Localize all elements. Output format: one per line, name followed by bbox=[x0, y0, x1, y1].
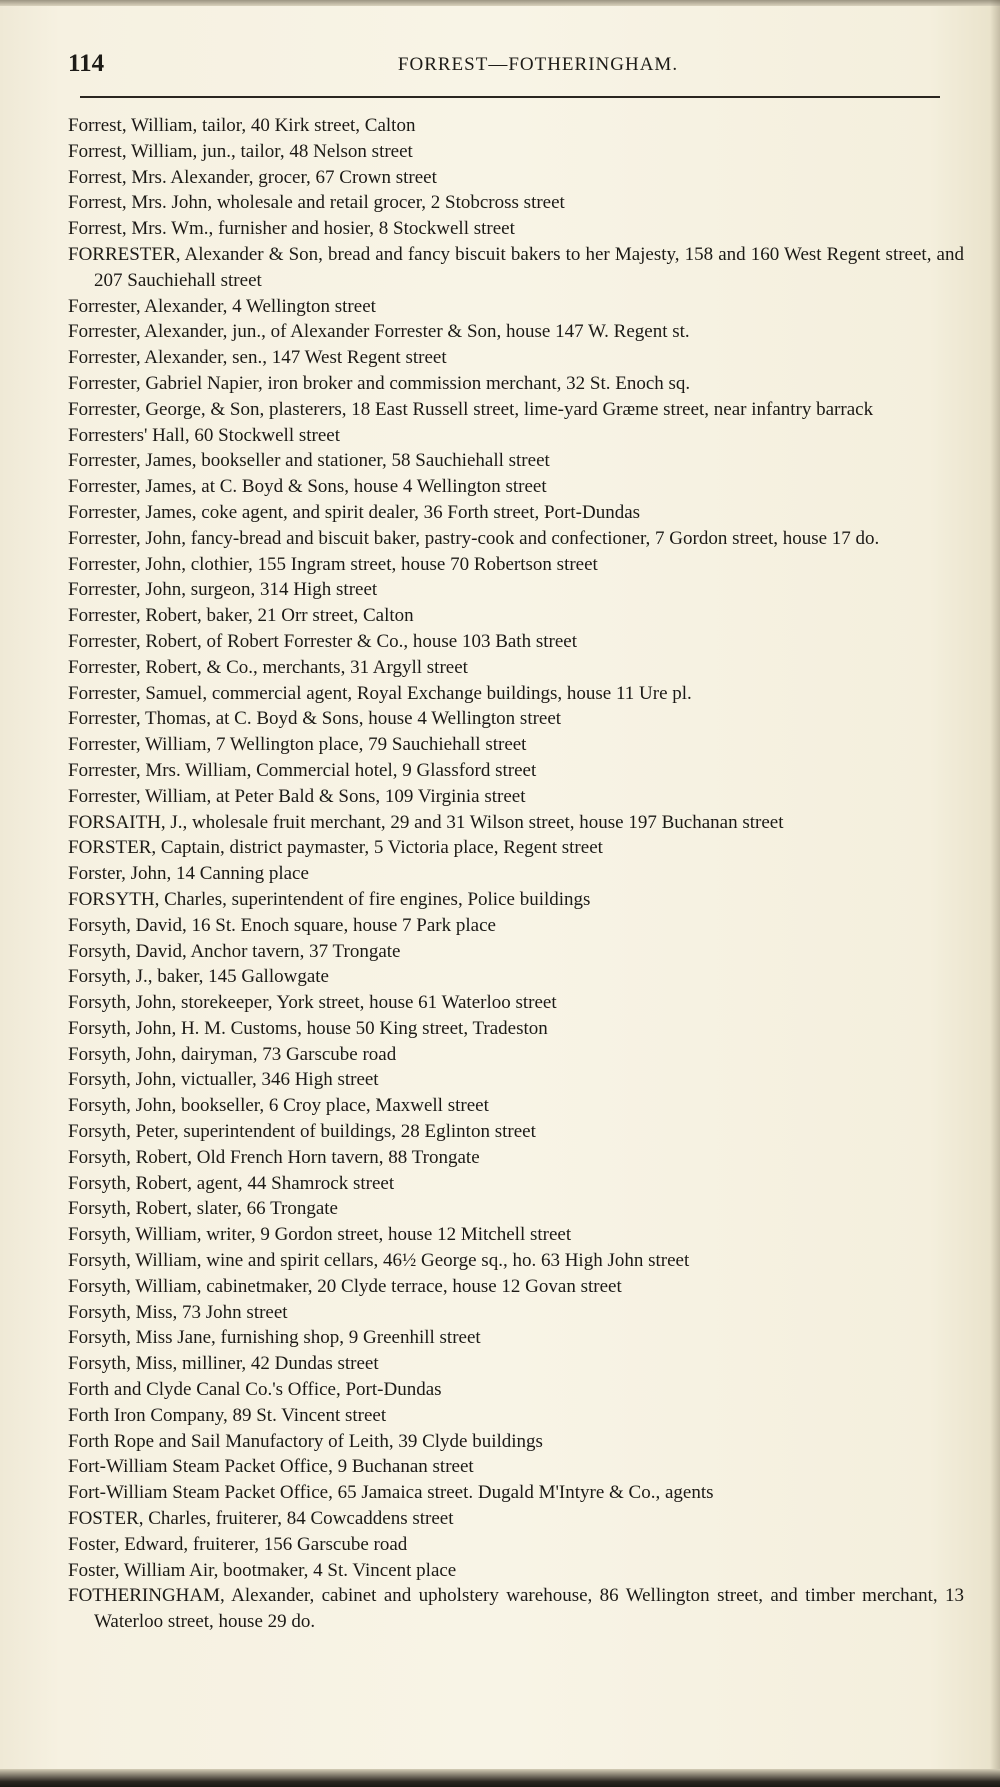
directory-entry: Forth Rope and Sail Manufactory of Leith, 39 Clyde buildings bbox=[68, 1430, 543, 1452]
directory-entry: Forresters' Hall, 60 Stockwell street bbox=[68, 424, 341, 446]
page-number: 114 bbox=[68, 50, 105, 77]
directory-entry: Forrester, George, & Son, plasterers, 18 East Russell street, lime-yard Græme street, near infantry barrack bbox=[68, 398, 874, 420]
directory-entry: Forrester, John, clothier, 155 Ingram street, house 70 Robertson street bbox=[68, 553, 598, 575]
directory-entry: Forrester, Gabriel Napier, iron broker and commission merchant, 32 St. Enoch sq. bbox=[68, 372, 691, 394]
directory-entry: Forrest, Mrs. Alexander, grocer, 67 Crown street bbox=[68, 166, 437, 188]
directory-entry: Forsyth, Robert, agent, 44 Shamrock street bbox=[68, 1172, 395, 1194]
directory-entry: Forrester, John, surgeon, 314 High street bbox=[68, 579, 378, 601]
directory-entry: Forrest, Mrs. Wm., furnisher and hosier, 8 Stockwell street bbox=[68, 218, 515, 240]
directory-entry: Forrester, Alexander, sen., 147 West Regent street bbox=[68, 347, 447, 369]
directory-entry: Forsyth, John, dairyman, 73 Garscube road bbox=[68, 1043, 397, 1065]
directory-entry: Forsyth, Robert, Old French Horn tavern, 88 Trongate bbox=[68, 1146, 480, 1168]
directory-entry: Forth Iron Company, 89 St. Vincent street bbox=[68, 1404, 387, 1426]
directory-entry: Forsyth, John, H. M. Customs, house 50 King street, Tradeston bbox=[68, 1017, 548, 1039]
directory-entry: Forsyth, Robert, slater, 66 Trongate bbox=[68, 1198, 338, 1220]
directory-entry: Forsyth, John, victualler, 346 High street bbox=[68, 1069, 379, 1091]
directory-entry: FORSAITH, J., wholesale fruit merchant, 29 and 31 Wilson street, house 197 Buchanan street bbox=[68, 811, 784, 833]
page-top-edge bbox=[0, 0, 1000, 6]
directory-entry: Forrest, Mrs. John, wholesale and retail grocer, 2 Stobcross street bbox=[68, 192, 565, 214]
directory-entry: FOTHERINGHAM, Alexander, cabinet and upholstery warehouse, 86 Wellington street, and timber merchant, 13 Waterloo street, house 29 do. bbox=[68, 1585, 964, 1633]
directory-entry: Forsyth, Peter, superintendent of buildings, 28 Eglinton street bbox=[68, 1121, 536, 1143]
directory-entry: FORRESTER, Alexander & Son, bread and fancy biscuit bakers to her Majesty, 158 and 160 West Regent street, and 207 Sauchiehall street bbox=[68, 243, 964, 291]
directory-entry: Foster, William Air, bootmaker, 4 St. Vincent place bbox=[68, 1559, 457, 1581]
directory-entry: FORSTER, Captain, district paymaster, 5 Victoria place, Regent street bbox=[68, 837, 603, 859]
directory-entry: Forth and Clyde Canal Co.'s Office, Port-Dundas bbox=[68, 1379, 442, 1401]
directory-entry: Forsyth, William, wine and spirit cellars, 46½ George sq., ho. 63 High John street bbox=[68, 1250, 690, 1272]
directory-entry: Forrester, Mrs. William, Commercial hotel, 9 Glassford street bbox=[68, 759, 537, 781]
page-header bbox=[68, 48, 958, 86]
directory-entry: Forrester, James, bookseller and stationer, 58 Sauchiehall street bbox=[68, 450, 550, 472]
page-gutter-shadow bbox=[990, 0, 1000, 1787]
directory-entry: Fort-William Steam Packet Office, 9 Buchanan street bbox=[68, 1456, 474, 1478]
directory-entry: Forrest, William, tailor, 40 Kirk street, Calton bbox=[68, 115, 416, 136]
page-bottom-edge bbox=[0, 1769, 1000, 1787]
directory-entry: Forsyth, J., baker, 145 Gallowgate bbox=[68, 966, 329, 988]
header-rule bbox=[80, 96, 940, 98]
directory-entry: Forsyth, John, storekeeper, York street, house 61 Waterloo street bbox=[68, 992, 557, 1014]
directory-entry: Forsyth, David, Anchor tavern, 37 Trongate bbox=[68, 940, 401, 962]
directory-entry: Forsyth, Miss, 73 John street bbox=[68, 1301, 288, 1323]
directory-entry: Forrester, William, 7 Wellington place, 79 Sauchiehall street bbox=[68, 734, 527, 756]
directory-entry: Forrest, William, jun., tailor, 48 Nelson street bbox=[68, 140, 413, 162]
directory-entry: Forrester, William, at Peter Bald & Sons, 109 Virginia street bbox=[68, 785, 526, 807]
directory-entry: Forrester, James, at C. Boyd & Sons, house 4 Wellington street bbox=[68, 476, 547, 498]
directory-entry: FORSYTH, Charles, superintendent of fire engines, Police buildings bbox=[68, 888, 591, 910]
directory-entry: Forrester, Alexander, jun., of Alexander Forrester & Son, house 147 W. Regent st. bbox=[68, 321, 690, 343]
directory-entry: Forsyth, Miss, milliner, 42 Dundas street bbox=[68, 1353, 379, 1375]
directory-entry: Foster, Edward, fruiterer, 156 Garscube road bbox=[68, 1533, 408, 1555]
directory-entry: Forrester, James, coke agent, and spirit dealer, 36 Forth street, Port-Dundas bbox=[68, 501, 641, 523]
directory-entry: Forrester, Alexander, 4 Wellington street bbox=[68, 295, 376, 317]
running-head: FORREST—FOTHERINGHAM. bbox=[397, 54, 679, 75]
directory-entry: Forsyth, Miss Jane, furnishing shop, 9 Greenhill street bbox=[68, 1327, 481, 1349]
directory-entries bbox=[68, 113, 964, 1635]
directory-entry: Forrester, Samuel, commercial agent, Royal Exchange buildings, house 11 Ure pl. bbox=[68, 682, 692, 704]
directory-entry: Fort-William Steam Packet Office, 65 Jamaica street. Dugald M'Intyre & Co., agents bbox=[68, 1482, 714, 1504]
directory-entry: Forrester, John, fancy-bread and biscuit baker, pastry-cook and confectioner, 7 Gordon street, house 17 do. bbox=[68, 527, 880, 549]
directory-entry: Forsyth, William, cabinetmaker, 20 Clyde terrace, house 12 Govan street bbox=[68, 1275, 622, 1297]
directory-entry: Forrester, Thomas, at C. Boyd & Sons, house 4 Wellington street bbox=[68, 708, 562, 730]
directory-entry: Forsyth, William, writer, 9 Gordon street, house 12 Mitchell street bbox=[68, 1224, 572, 1246]
directory-entry: Forrester, Robert, baker, 21 Orr street, Calton bbox=[68, 605, 414, 627]
directory-entry: Forsyth, David, 16 St. Enoch square, house 7 Park place bbox=[68, 914, 496, 936]
directory-entry: Forrester, Robert, of Robert Forrester & Co., house 103 Bath street bbox=[68, 630, 577, 652]
directory-entry: FOSTER, Charles, fruiterer, 84 Cowcaddens street bbox=[68, 1508, 454, 1530]
directory-entry: Forsyth, John, bookseller, 6 Croy place, Maxwell street bbox=[68, 1095, 489, 1117]
directory-entry: Forrester, Robert, & Co., merchants, 31 Argyll street bbox=[68, 656, 468, 678]
directory-entry: Forster, John, 14 Canning place bbox=[68, 863, 309, 885]
